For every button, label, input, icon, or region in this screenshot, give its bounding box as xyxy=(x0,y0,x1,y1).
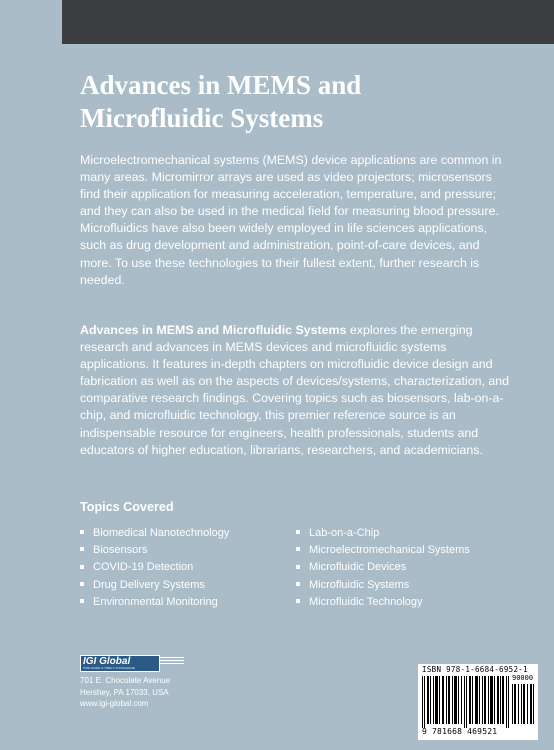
address-line-2: Hershey, PA 17033, USA xyxy=(80,687,169,697)
bullet-icon xyxy=(80,547,84,551)
top-band xyxy=(62,0,554,44)
title-line-2: Microfluidic Systems xyxy=(80,103,324,133)
barcode-bars xyxy=(422,676,510,728)
bullet-icon xyxy=(80,530,84,534)
bullet-icon xyxy=(296,530,300,534)
logo-tagline: PUBLISHER of TIMELY KNOWLEDGE xyxy=(83,666,136,670)
description-paragraph-1: Microelectromechanical systems (MEMS) device applications are common in many areas. Micromirror arrays are used as video projectors; microsensors find their application for measuring acceleration, temperature, and pressure; and they can also be used in the medical field for measuring blood pressure. Microfluidics have also been widely employed in life sciences applications, such as drug development and administration, point-of-care devices, and more. To use these technologies to their fullest extent, further research is needed. xyxy=(80,153,502,287)
topics-list-right xyxy=(296,525,470,611)
price-code: 90000 xyxy=(512,674,534,682)
topic-item: Biomedical Nanotechnology xyxy=(80,525,229,542)
topic-item: Microfluidic Technology xyxy=(296,594,470,611)
topic-item: Lab-on-a-Chip xyxy=(296,525,470,542)
logo-text: IGI Global xyxy=(83,656,131,667)
book-title xyxy=(80,69,510,135)
topic-item: Microfluidic Systems xyxy=(296,577,470,594)
publisher-logo xyxy=(80,655,160,672)
title-line-1: Advances in MEMS and xyxy=(80,70,362,100)
address-line-1: 701 E. Chocolate Avenue xyxy=(80,676,171,685)
logo-speed-lines xyxy=(160,657,184,669)
bullet-icon xyxy=(80,582,84,586)
topic-item: Microelectromechanical Systems xyxy=(296,542,470,559)
paragraph-2-title: Advances in MEMS and Microfluidic Systems xyxy=(80,323,347,337)
bullet-icon xyxy=(80,599,84,603)
paragraph-2-body: explores the emerging research and advances in MEMS devices and microfluidic systems applications. It features in-depth chapters on microfluidic device design and fabrication as well as on the aspects of devices/systems, characterization, and comparative research findings. Covering topics such as biosensors, lab-on-a-chip, and microfluidic technology, this premier reference source is an indispensable resource for engineers, health professionals, students and educators of higher education, librarians, researchers, and academicians. xyxy=(80,323,510,457)
price-barcode-bars xyxy=(512,684,534,724)
isbn-text: ISBN 978-1-6684-6952-1 xyxy=(422,665,528,674)
topics-heading: Topics Covered xyxy=(80,500,174,514)
barcode-number: 9 781668 469521 xyxy=(422,727,498,736)
topic-item: COVID-19 Detection xyxy=(80,559,229,576)
bullet-icon xyxy=(80,565,84,569)
topic-item: Biosensors xyxy=(80,542,229,559)
bullet-icon xyxy=(296,547,300,551)
isbn-barcode xyxy=(418,664,538,740)
description-paragraph-2 xyxy=(80,322,510,459)
bullet-icon xyxy=(296,565,300,569)
topic-item: Environmental Monitoring xyxy=(80,594,229,611)
publisher-address xyxy=(80,675,170,710)
topics-list-left xyxy=(80,525,229,611)
topic-item: Microfluidic Devices xyxy=(296,559,470,576)
publisher-website: www.igi-global.com xyxy=(80,699,149,709)
bullet-icon xyxy=(296,582,300,586)
bullet-icon xyxy=(296,599,300,603)
topic-item: Drug Delivery Systems xyxy=(80,577,229,594)
